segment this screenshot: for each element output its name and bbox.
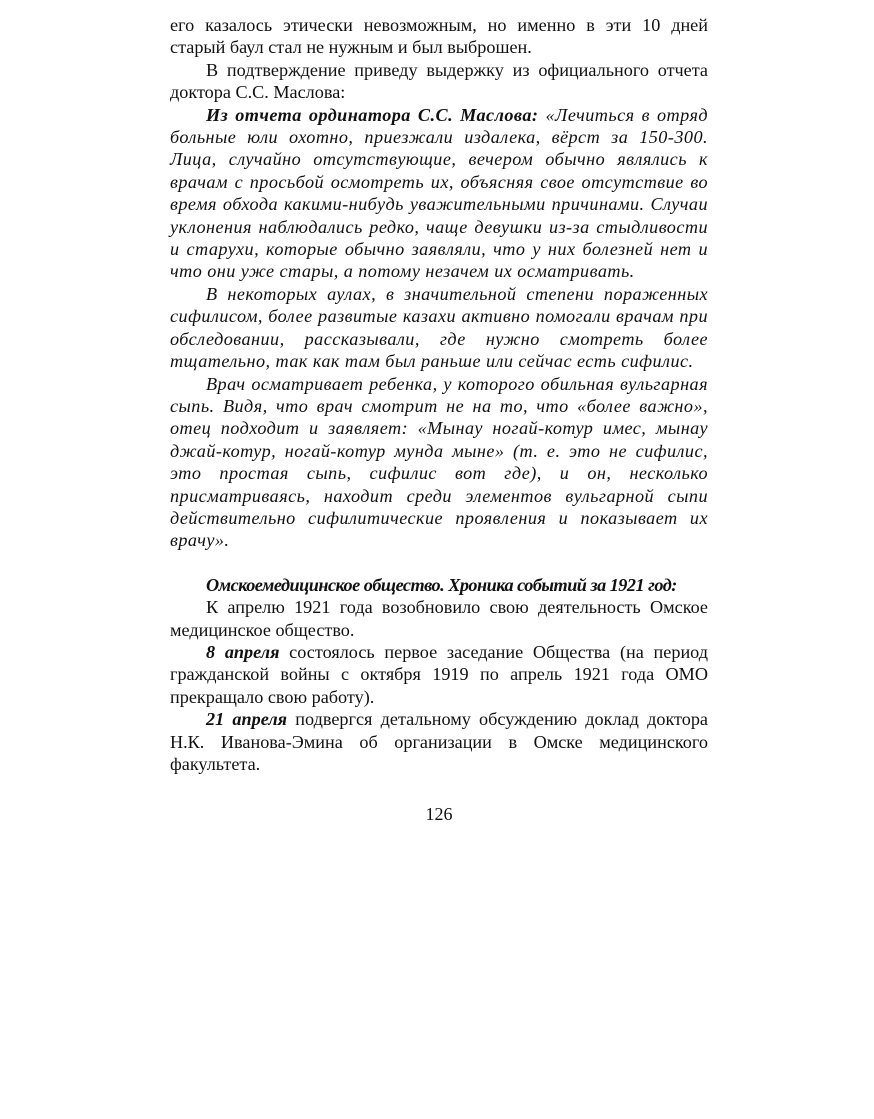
quote-lead: Из отчета ординатора С.С. Маслова: xyxy=(206,104,539,125)
quote-maslov-report xyxy=(170,104,708,283)
date-label: 21 апреля xyxy=(206,709,288,730)
paragraph-21-april xyxy=(170,708,708,775)
paragraph-continuation: его казалось этически невозможным, но именно в эти 10 дней старый баул стал не нужным и был выброшен. xyxy=(170,15,708,58)
page-number: 126 xyxy=(425,804,453,825)
paragraph-8-april xyxy=(170,641,708,708)
book-page xyxy=(170,14,708,826)
quote-aul-paragraph: В некоторых аулах, в значительной степени пораженных сифилисом, более развитые казахи активно помогали врачам при обследовании, рассказывали, где нужно смотреть более тщательно, так как там был раньше или сейчас есть сифилис. xyxy=(170,283,708,372)
paragraph-text: подвергся детальному обсуждению доклад доктора Н.К. Иванова-Эмина об организации в Омске медицинского факультета. xyxy=(170,709,709,774)
paragraph-intro-quote: В подтверждение приведу выдержку из официального отчета доктора С.С. Маслова: xyxy=(170,59,708,103)
section-heading: Омскоемедицинское общество. Хроника событий за 1921 год: xyxy=(206,574,677,595)
date-label: 8 апреля xyxy=(206,641,280,662)
quote-doctor-paragraph: Врач осматривает ребенка, у которого обильная вульгарная сыпь. Видя, что врач смотрит не на то, что «более важно», отец подходит и заявляет: «Мынау ногай-котур имес, мынау джай-котур, ногай-котур мунда мыне» (т. е. это не сифилис, это простая сыпь, сифилис вот где), и он, несколько присматриваясь, находит среди элементов вульгарной сыпи действительно сифилитические проявления и показывает их врачу». xyxy=(170,373,708,551)
paragraph-text: состоялось первое заседание Общества (на период гражданской войны с октября 1919 по апрель 1921 года ОМО прекращало свою работу). xyxy=(170,641,708,707)
paragraph-april-1921: К апрелю 1921 года возобновило свою деятельность Омское медицинское общество. xyxy=(170,597,708,640)
quote-text: «Лечиться в отряд больные юли охотно, приезжали издалека, вёрст за 150-300. Лица, случайно отсутствующие, вечером обычно являлись к врачам с просьбой осмотреть их, объясняя свое отсутствие во время обхода какими-нибудь уважительными причинами. Случаи уклонения наблюдались редко, чаще девушки из-за стыдливости и старухи, которые обычно заявляли, что у них болезней нет и что они уже стары, а потому незачем их осматривать. xyxy=(170,104,709,282)
